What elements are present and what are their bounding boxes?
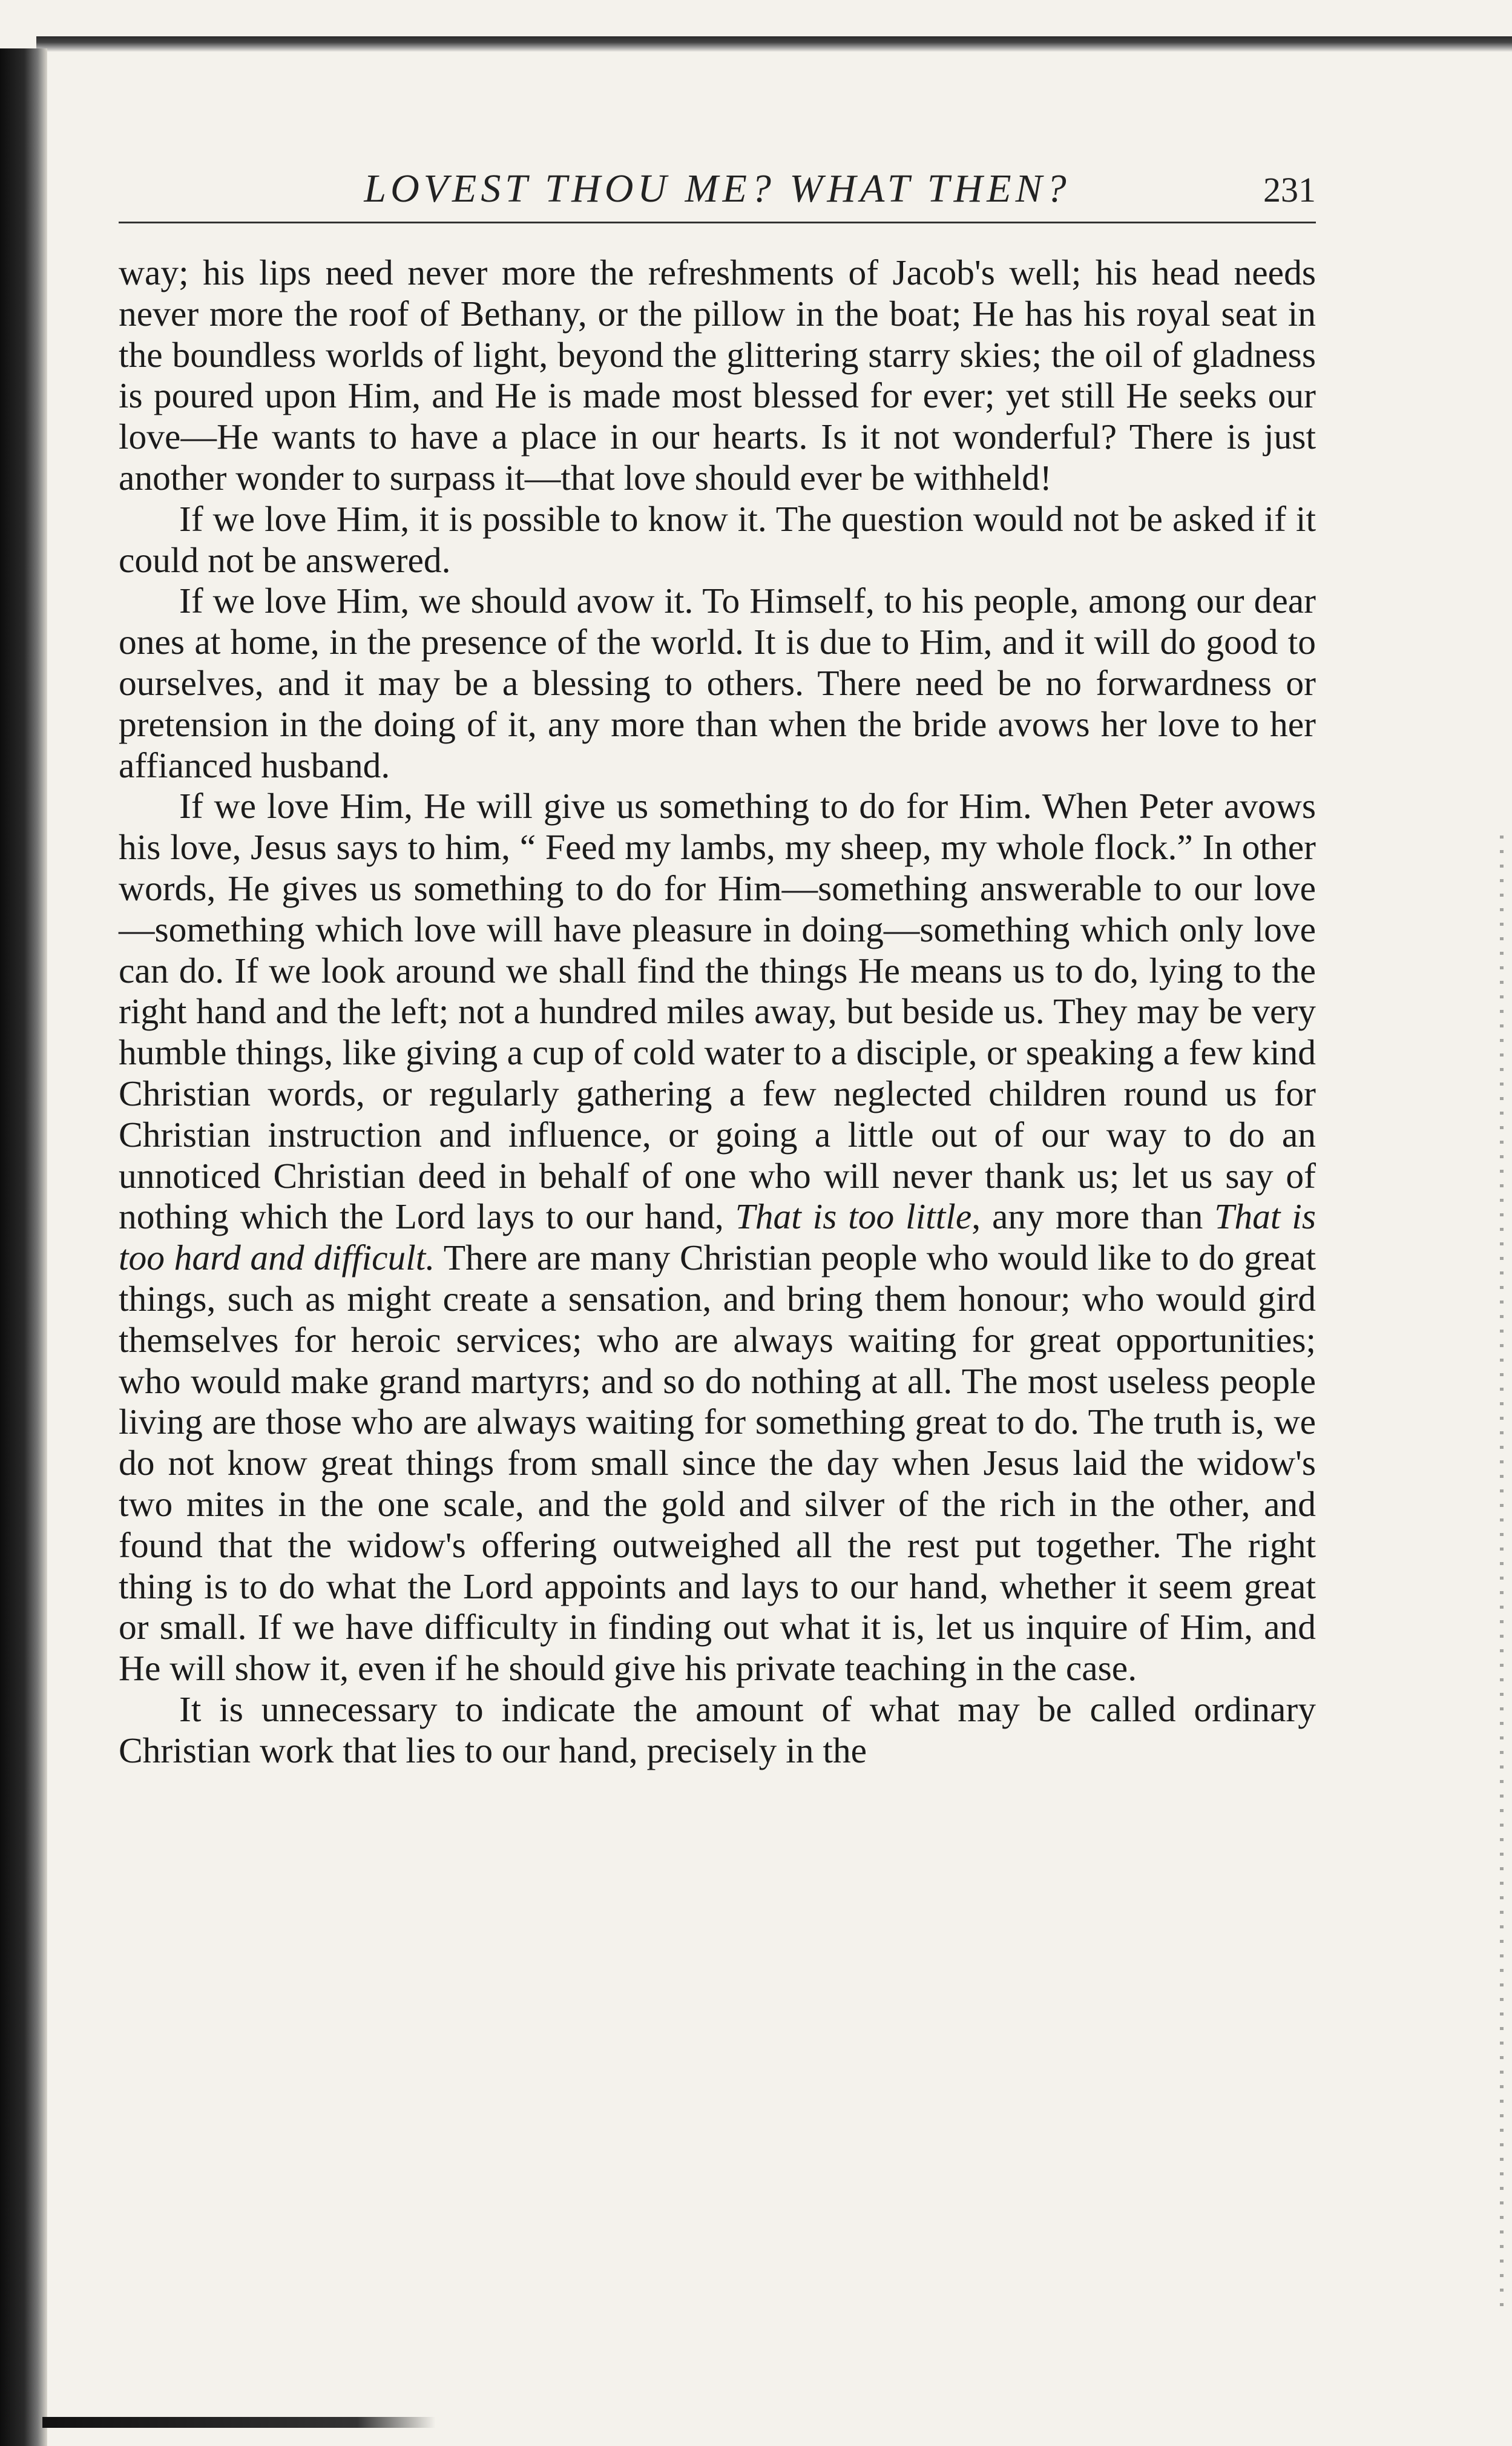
page-binding-edge xyxy=(0,48,47,2446)
paragraph-2 xyxy=(119,499,1316,581)
book-page xyxy=(119,151,1316,2392)
paragraph-4-text-a: If we love Him, He will give us something to do for Him. When Peter avows his love, Jesus says to him, “ Feed my lambs, my sheep, my whole flock.” In other words, He gives us something to do for Him—something answerable to our love—something which love will have pleasure in doing—something which only love can do. If we look around we shall find the things He means us to do, lying to the right hand and the left; not a hundred miles away, but beside us. They may be very humble things, like giving a cup of cold water to a disciple, or speaking a few kind Christian words, or regularly gathering a few neglected children round us for Christian instruction and influence, or going a little out of our way to do an unnoticed Christian deed in behalf of one who will never thank us; let us say of nothing which the Lord lays to our hand, xyxy=(119,786,1316,1237)
paragraph-4-italic-a: That is too little xyxy=(735,1196,972,1237)
paragraph-4-text-b: , any more than xyxy=(971,1196,1215,1237)
paragraph-5-text: It is unnecessary to indicate the amount of what may be called ordinary Christian work that lies to our hand, precisely in the xyxy=(119,1689,1316,1770)
paragraph-4-italic-b: That is too hard and difficult. xyxy=(119,1196,1316,1278)
running-head-title: LOVEST THOU ME? WHAT THEN? xyxy=(364,166,1071,211)
paragraph-4 xyxy=(119,786,1316,1689)
right-margin-specks xyxy=(1500,836,1504,2313)
header-rule xyxy=(119,222,1316,223)
body-text xyxy=(119,252,1316,1771)
top-edge-rule xyxy=(36,36,1512,52)
paragraph-2-text: If we love Him, it is possible to know it. The question would not be asked if it could not be answered. xyxy=(119,498,1316,580)
paragraph-3-text: If we love Him, we should avow it. To Himself, to his people, among our dear ones at home, in the presence of the world. It is due to Him, and it will do good to ourselves, and it may be a blessing to others. There need be no forwardness or pretension in the doing of it, any more than when the bride avows her love to her affianced husband. xyxy=(119,581,1316,785)
paragraph-4-text-c: There are many Christian people who would like to do great things, such as might create a sensation, and bring them honour; who would gird themselves for heroic services; who are always waiting for great opportunities; who would make grand martyrs; and so do nothing at all. The most useless people living are those who are always waiting for something great to do. The truth is, we do not know great things from small since the day when Jesus laid the widow's two mites in the one scale, and the gold and silver of the rich in the other, and found that the widow's offering outweighed all the rest put together. The right thing is to do what the Lord appoints and lays to our hand, whether it seem great or small. If we have difficulty in finding out what it is, let us inquire of Him, and He will show it, even if he should give his private teaching in the case. xyxy=(119,1238,1316,1689)
bottom-edge-rule xyxy=(42,2417,436,2428)
paragraph-1 xyxy=(119,252,1316,499)
page-number: 231 xyxy=(1263,170,1316,209)
running-head xyxy=(119,151,1316,218)
paragraph-5 xyxy=(119,1689,1316,1772)
paragraph-1-text: way; his lips need never more the refreshments of Jacob's well; his head needs never more the roof of Bethany, or the pillow in the boat; He has his royal seat in the boundless worlds of light, beyond the glittering starry skies; the oil of gladness is poured upon Him, and He is made most blessed for ever; yet still He seeks our love—He wants to have a place in our hearts. Is it not wonderful? There is just another wonder to surpass it—that love should ever be withheld! xyxy=(119,252,1316,498)
paragraph-3 xyxy=(119,581,1316,786)
